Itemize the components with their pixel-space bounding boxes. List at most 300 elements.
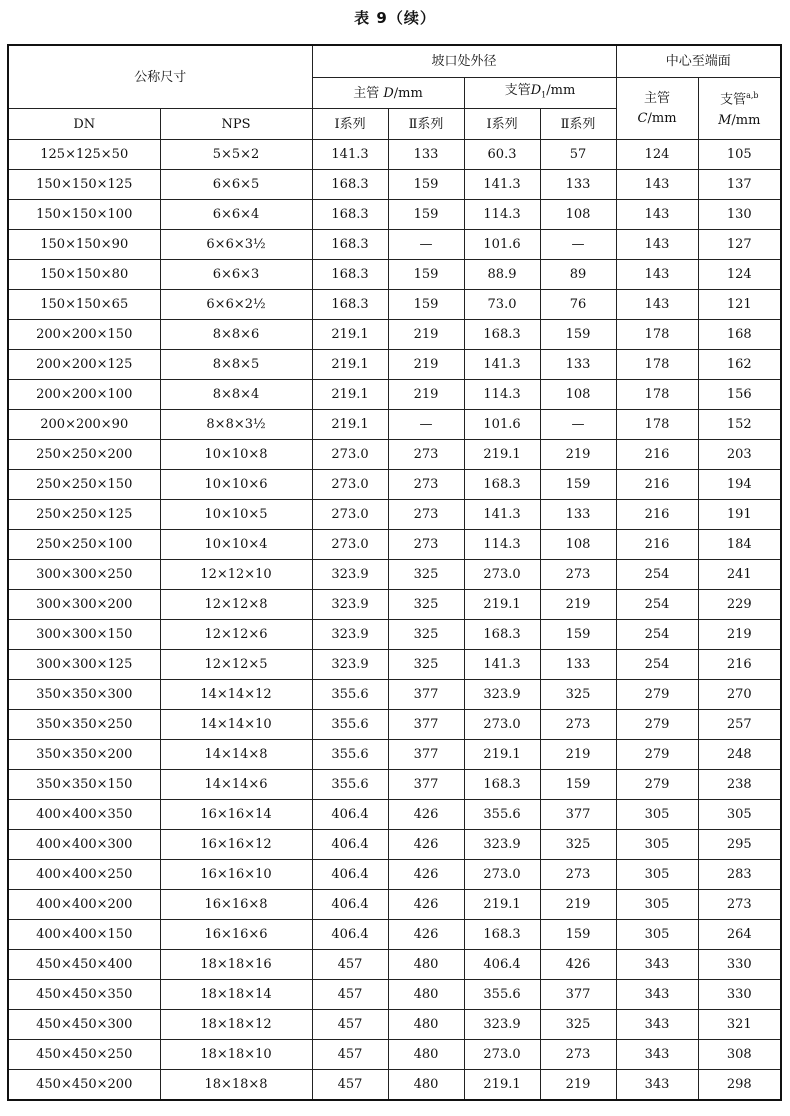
nps-cell: 8×8×6 xyxy=(160,320,312,350)
main-d-series2-cell: 377 xyxy=(388,740,464,770)
branch-m-header: 支管$^{a,b}$ M/mm xyxy=(698,78,781,140)
nps-cell: 16×16×8 xyxy=(160,890,312,920)
main-d-series2-cell: 377 xyxy=(388,680,464,710)
branch-d-series1-cell: 219.1 xyxy=(464,440,540,470)
dn-cell: 400×400×300 xyxy=(8,830,160,860)
main-d-series1-cell: 168.3 xyxy=(312,170,388,200)
branch-m-cell: 283 xyxy=(698,860,781,890)
nps-cell: 14×14×8 xyxy=(160,740,312,770)
branch-m-cell: 137 xyxy=(698,170,781,200)
main-c-cell: 216 xyxy=(616,530,698,560)
branch-d-series2-cell: 108 xyxy=(540,530,616,560)
nps-cell: 8×8×3½ xyxy=(160,410,312,440)
main-d-series1-cell: 273.0 xyxy=(312,500,388,530)
table-row xyxy=(8,920,781,950)
main-c-header: 主管 C/mm xyxy=(616,78,698,140)
branch-m-cell: 127 xyxy=(698,230,781,260)
main-d-series1-cell: 219.1 xyxy=(312,380,388,410)
branch-d-series2-cell: 325 xyxy=(540,680,616,710)
main-d-series2-cell: 426 xyxy=(388,860,464,890)
main-c-cell: 178 xyxy=(616,320,698,350)
main-d-series2-cell: 133 xyxy=(388,140,464,170)
branch-d-series1-cell: 88.9 xyxy=(464,260,540,290)
dn-cell: 350×350×150 xyxy=(8,770,160,800)
main-c-cell: 343 xyxy=(616,1070,698,1101)
dn-header: DN xyxy=(8,109,160,140)
nps-cell: 18×18×14 xyxy=(160,980,312,1010)
table-row xyxy=(8,350,781,380)
main-d-series1-cell: 168.3 xyxy=(312,290,388,320)
branch-d-series1-cell: 168.3 xyxy=(464,470,540,500)
branch-d-series2-cell: 159 xyxy=(540,920,616,950)
branch-d-series2-cell: 377 xyxy=(540,800,616,830)
table-row xyxy=(8,440,781,470)
dn-cell: 250×250×125 xyxy=(8,500,160,530)
branch-d-series1-cell: 168.3 xyxy=(464,320,540,350)
branch-d-series2-cell: 219 xyxy=(540,440,616,470)
main-c-cell: 143 xyxy=(616,290,698,320)
nps-cell: 10×10×8 xyxy=(160,440,312,470)
main-d-series1-cell: 406.4 xyxy=(312,920,388,950)
dn-cell: 150×150×90 xyxy=(8,230,160,260)
table-row xyxy=(8,770,781,800)
branch-m-cell: 270 xyxy=(698,680,781,710)
main-d-series1-cell: 168.3 xyxy=(312,260,388,290)
main-c-cell: 343 xyxy=(616,1010,698,1040)
main-d-series1-cell: 457 xyxy=(312,1070,388,1101)
table-header xyxy=(8,45,781,140)
main-c-cell: 216 xyxy=(616,440,698,470)
branch-m-cell: 241 xyxy=(698,560,781,590)
main-d-series2-cell: 325 xyxy=(388,650,464,680)
branch-d-series1-cell: 168.3 xyxy=(464,920,540,950)
branch-m-cell: 305 xyxy=(698,800,781,830)
main-c-cell: 305 xyxy=(616,920,698,950)
main-d-series1-cell: 457 xyxy=(312,950,388,980)
main-d-series1-cell: 219.1 xyxy=(312,410,388,440)
dn-cell: 450×450×200 xyxy=(8,1070,160,1101)
table-row xyxy=(8,380,781,410)
main-d-series2-cell: 426 xyxy=(388,890,464,920)
main-c-cell: 279 xyxy=(616,680,698,710)
branch-m-cell: 124 xyxy=(698,260,781,290)
dn-cell: 350×350×300 xyxy=(8,680,160,710)
main-c-cell: 143 xyxy=(616,260,698,290)
main-d-series1-cell: 457 xyxy=(312,980,388,1010)
branch-m-cell: 130 xyxy=(698,200,781,230)
nps-cell: 8×8×4 xyxy=(160,380,312,410)
table-row xyxy=(8,740,781,770)
branch-d-series2-cell: 426 xyxy=(540,950,616,980)
branch-m-cell: 308 xyxy=(698,1040,781,1070)
branch-d-series1-cell: 219.1 xyxy=(464,890,540,920)
branch-d-series1-cell: 355.6 xyxy=(464,980,540,1010)
dn-cell: 350×350×250 xyxy=(8,710,160,740)
branch-d-series1-cell: 114.3 xyxy=(464,380,540,410)
table-row xyxy=(8,890,781,920)
dn-cell: 300×300×125 xyxy=(8,650,160,680)
main-c-cell: 143 xyxy=(616,170,698,200)
table-row xyxy=(8,710,781,740)
branch-m-cell: 248 xyxy=(698,740,781,770)
main-d-series1-cell: 457 xyxy=(312,1010,388,1040)
main-d-series1-cell: 323.9 xyxy=(312,620,388,650)
main-d-series1-cell: 406.4 xyxy=(312,800,388,830)
branch-d-series1-cell: 60.3 xyxy=(464,140,540,170)
table-row xyxy=(8,140,781,170)
nps-cell: 10×10×6 xyxy=(160,470,312,500)
main-d-series1-cell: 141.3 xyxy=(312,140,388,170)
main-d-series2-cell: 219 xyxy=(388,350,464,380)
branch-d-series2-cell: 273 xyxy=(540,860,616,890)
nps-cell: 16×16×14 xyxy=(160,800,312,830)
main-c-cell: 305 xyxy=(616,890,698,920)
main-d-series1-cell: 273.0 xyxy=(312,470,388,500)
main-d-series2-cell: 480 xyxy=(388,1070,464,1101)
branch-d-series2-cell: 219 xyxy=(540,890,616,920)
main-d-series1-cell: 406.4 xyxy=(312,860,388,890)
branch-d-series1-cell: 168.3 xyxy=(464,620,540,650)
branch-d-series1-cell: 219.1 xyxy=(464,1070,540,1101)
branch-m-cell: 105 xyxy=(698,140,781,170)
main-c-cell: 305 xyxy=(616,860,698,890)
nps-cell: 8×8×5 xyxy=(160,350,312,380)
branch-m-cell: 168 xyxy=(698,320,781,350)
nps-header: NPS xyxy=(160,109,312,140)
table-row xyxy=(8,260,781,290)
dn-cell: 450×450×400 xyxy=(8,950,160,980)
branch-d-series1-cell: 141.3 xyxy=(464,650,540,680)
branch-m-cell: 156 xyxy=(698,380,781,410)
branch-d-series2-cell: 273 xyxy=(540,560,616,590)
main-d-series1-cell: 355.6 xyxy=(312,680,388,710)
main-c-cell: 343 xyxy=(616,1040,698,1070)
branch-d-series2-cell: 133 xyxy=(540,170,616,200)
main-d-series2-cell: 377 xyxy=(388,710,464,740)
nps-cell: 6×6×2½ xyxy=(160,290,312,320)
main-c-cell: 279 xyxy=(616,740,698,770)
nps-cell: 6×6×5 xyxy=(160,170,312,200)
main-d-series2-cell: 219 xyxy=(388,380,464,410)
main-c-cell: 305 xyxy=(616,830,698,860)
main-c-cell: 124 xyxy=(616,140,698,170)
main-d-series1-cell: 323.9 xyxy=(312,560,388,590)
main-d-series2-cell: 480 xyxy=(388,1040,464,1070)
main-d-series1-cell: 355.6 xyxy=(312,740,388,770)
branch-d-series2-cell: 57 xyxy=(540,140,616,170)
nps-cell: 14×14×10 xyxy=(160,710,312,740)
main-d-series2-cell: 273 xyxy=(388,440,464,470)
branch-d-series2-cell: 219 xyxy=(540,590,616,620)
main-d-series2-cell: 219 xyxy=(388,320,464,350)
branch-d-series1-cell: 219.1 xyxy=(464,590,540,620)
nps-cell: 12×12×5 xyxy=(160,650,312,680)
dn-cell: 200×200×125 xyxy=(8,350,160,380)
branch-d-series2-cell: 76 xyxy=(540,290,616,320)
table-row xyxy=(8,830,781,860)
main-d-series2-cell: 480 xyxy=(388,950,464,980)
branch-d-series1-cell: 323.9 xyxy=(464,680,540,710)
dn-cell: 250×250×100 xyxy=(8,530,160,560)
dn-cell: 150×150×80 xyxy=(8,260,160,290)
main-d-series2-cell: — xyxy=(388,410,464,440)
nominal-size-header: 公称尺寸 xyxy=(8,45,312,109)
branch-m-cell: 238 xyxy=(698,770,781,800)
branch-d-series2-cell: 159 xyxy=(540,770,616,800)
branch-d-series2-cell: 219 xyxy=(540,740,616,770)
branch-d-series1-cell: 141.3 xyxy=(464,170,540,200)
table-row xyxy=(8,800,781,830)
main-d-series2-cell: 480 xyxy=(388,980,464,1010)
table-row xyxy=(8,1010,781,1040)
main-d-series2-cell: 377 xyxy=(388,770,464,800)
main-d-series2-cell: 426 xyxy=(388,830,464,860)
branch-d-series2-cell: 159 xyxy=(540,620,616,650)
branch-d-series1-cell: 114.3 xyxy=(464,200,540,230)
main-c-cell: 254 xyxy=(616,650,698,680)
main-d-series1-cell: 355.6 xyxy=(312,770,388,800)
branch-d-series2-cell: 108 xyxy=(540,380,616,410)
dn-cell: 400×400×150 xyxy=(8,920,160,950)
branch-d-series2-cell: 133 xyxy=(540,500,616,530)
table-row xyxy=(8,290,781,320)
branch-m-cell: 219 xyxy=(698,620,781,650)
nps-cell: 10×10×5 xyxy=(160,500,312,530)
table-row xyxy=(8,590,781,620)
nps-cell: 14×14×6 xyxy=(160,770,312,800)
branch-d-series1-cell: 73.0 xyxy=(464,290,540,320)
table-row xyxy=(8,230,781,260)
main-c-cell: 178 xyxy=(616,350,698,380)
nps-cell: 18×18×10 xyxy=(160,1040,312,1070)
nps-cell: 18×18×12 xyxy=(160,1010,312,1040)
branch-m-cell: 295 xyxy=(698,830,781,860)
main-d-series1-cell: 406.4 xyxy=(312,830,388,860)
branch-d-series1-cell: 101.6 xyxy=(464,410,540,440)
table-row xyxy=(8,950,781,980)
branch-m-cell: 203 xyxy=(698,440,781,470)
main-d-series1-cell: 457 xyxy=(312,1040,388,1070)
dn-cell: 200×200×150 xyxy=(8,320,160,350)
main-c-cell: 216 xyxy=(616,500,698,530)
table-row xyxy=(8,500,781,530)
branch-m-cell: 229 xyxy=(698,590,781,620)
main-d-series2-cell: 273 xyxy=(388,530,464,560)
branch-m-cell: 191 xyxy=(698,500,781,530)
table-row xyxy=(8,170,781,200)
branch-pipe-d-header: 支管$D_1/mm$ xyxy=(464,78,616,109)
branch-d-series2-cell: — xyxy=(540,230,616,260)
branch-d-series1-cell: 323.9 xyxy=(464,830,540,860)
dn-cell: 350×350×200 xyxy=(8,740,160,770)
series1-branch-header: Ⅰ系列 xyxy=(464,109,540,140)
main-d-series2-cell: 273 xyxy=(388,500,464,530)
branch-d-series2-cell: 159 xyxy=(540,470,616,500)
branch-d-series1-cell: 273.0 xyxy=(464,560,540,590)
table-row xyxy=(8,680,781,710)
main-c-cell: 343 xyxy=(616,980,698,1010)
branch-d-series2-cell: 325 xyxy=(540,1010,616,1040)
branch-m-cell: 321 xyxy=(698,1010,781,1040)
branch-m-cell: 264 xyxy=(698,920,781,950)
main-d-series2-cell: 325 xyxy=(388,590,464,620)
main-c-cell: 143 xyxy=(616,200,698,230)
branch-m-cell: 330 xyxy=(698,980,781,1010)
nps-cell: 12×12×10 xyxy=(160,560,312,590)
branch-d-series1-cell: 114.3 xyxy=(464,530,540,560)
dn-cell: 150×150×125 xyxy=(8,170,160,200)
series2-main-header: Ⅱ系列 xyxy=(388,109,464,140)
table-row xyxy=(8,860,781,890)
table-row xyxy=(8,410,781,440)
table-row xyxy=(8,470,781,500)
nps-cell: 16×16×6 xyxy=(160,920,312,950)
branch-m-cell: 216 xyxy=(698,650,781,680)
branch-d-series1-cell: 273.0 xyxy=(464,1040,540,1070)
dn-cell: 125×125×50 xyxy=(8,140,160,170)
main-d-series1-cell: 168.3 xyxy=(312,230,388,260)
main-c-cell: 343 xyxy=(616,950,698,980)
nps-cell: 16×16×10 xyxy=(160,860,312,890)
main-c-cell: 178 xyxy=(616,380,698,410)
branch-d-series1-cell: 219.1 xyxy=(464,740,540,770)
main-c-cell: 279 xyxy=(616,770,698,800)
dn-cell: 200×200×100 xyxy=(8,380,160,410)
main-pipe-d-header: 主管 D/mm xyxy=(312,78,464,109)
table-row xyxy=(8,560,781,590)
main-d-series2-cell: 325 xyxy=(388,620,464,650)
series2-branch-header: Ⅱ系列 xyxy=(540,109,616,140)
main-d-series2-cell: 159 xyxy=(388,200,464,230)
main-d-series2-cell: 426 xyxy=(388,800,464,830)
branch-m-cell: 194 xyxy=(698,470,781,500)
table-row xyxy=(8,530,781,560)
branch-d-series1-cell: 273.0 xyxy=(464,860,540,890)
bevel-od-header: 坡口处外径 xyxy=(312,45,616,78)
branch-m-cell: 162 xyxy=(698,350,781,380)
dn-cell: 300×300×200 xyxy=(8,590,160,620)
dn-cell: 400×400×250 xyxy=(8,860,160,890)
dn-cell: 150×150×100 xyxy=(8,200,160,230)
nps-cell: 6×6×3 xyxy=(160,260,312,290)
main-d-series2-cell: — xyxy=(388,230,464,260)
main-d-series1-cell: 323.9 xyxy=(312,650,388,680)
branch-d-series2-cell: 273 xyxy=(540,1040,616,1070)
branch-m-cell: 273 xyxy=(698,890,781,920)
dn-cell: 400×400×200 xyxy=(8,890,160,920)
branch-d-series1-cell: 141.3 xyxy=(464,500,540,530)
nps-cell: 18×18×16 xyxy=(160,950,312,980)
main-d-series1-cell: 219.1 xyxy=(312,350,388,380)
center-to-end-header: 中心至端面 xyxy=(616,45,781,78)
main-d-series1-cell: 323.9 xyxy=(312,590,388,620)
main-d-series2-cell: 426 xyxy=(388,920,464,950)
dimension-table xyxy=(7,44,782,1101)
branch-m-cell: 330 xyxy=(698,950,781,980)
branch-d-series1-cell: 355.6 xyxy=(464,800,540,830)
main-d-series2-cell: 273 xyxy=(388,470,464,500)
main-c-cell: 178 xyxy=(616,410,698,440)
nps-cell: 16×16×12 xyxy=(160,830,312,860)
branch-d-series1-cell: 168.3 xyxy=(464,770,540,800)
branch-d-series2-cell: 159 xyxy=(540,320,616,350)
main-c-cell: 254 xyxy=(616,620,698,650)
dn-cell: 400×400×350 xyxy=(8,800,160,830)
main-d-series2-cell: 325 xyxy=(388,560,464,590)
dn-cell: 200×200×90 xyxy=(8,410,160,440)
table-body xyxy=(8,140,781,1101)
branch-d-series2-cell: 133 xyxy=(540,650,616,680)
branch-m-cell: 152 xyxy=(698,410,781,440)
branch-m-cell: 184 xyxy=(698,530,781,560)
main-c-cell: 305 xyxy=(616,800,698,830)
branch-d-series1-cell: 101.6 xyxy=(464,230,540,260)
table-row xyxy=(8,1040,781,1070)
table-row xyxy=(8,650,781,680)
branch-m-cell: 257 xyxy=(698,710,781,740)
branch-d-series1-cell: 323.9 xyxy=(464,1010,540,1040)
branch-d-series2-cell: 377 xyxy=(540,980,616,1010)
main-d-series1-cell: 406.4 xyxy=(312,890,388,920)
branch-d-series2-cell: 89 xyxy=(540,260,616,290)
nps-cell: 5×5×2 xyxy=(160,140,312,170)
branch-d-series2-cell: 219 xyxy=(540,1070,616,1101)
dn-cell: 250×250×150 xyxy=(8,470,160,500)
table-row xyxy=(8,980,781,1010)
main-d-series2-cell: 159 xyxy=(388,170,464,200)
main-d-series1-cell: 168.3 xyxy=(312,200,388,230)
nps-cell: 6×6×4 xyxy=(160,200,312,230)
main-c-cell: 216 xyxy=(616,470,698,500)
dn-cell: 300×300×250 xyxy=(8,560,160,590)
table-row xyxy=(8,1070,781,1101)
nps-cell: 10×10×4 xyxy=(160,530,312,560)
dn-cell: 450×450×300 xyxy=(8,1010,160,1040)
branch-d-series1-cell: 141.3 xyxy=(464,350,540,380)
table-caption: 表 9（续） xyxy=(354,9,436,27)
main-d-series1-cell: 355.6 xyxy=(312,710,388,740)
branch-d-series1-cell: 273.0 xyxy=(464,710,540,740)
branch-m-cell: 121 xyxy=(698,290,781,320)
branch-d-series2-cell: 133 xyxy=(540,350,616,380)
dn-cell: 450×450×350 xyxy=(8,980,160,1010)
dn-cell: 300×300×150 xyxy=(8,620,160,650)
nps-cell: 6×6×3½ xyxy=(160,230,312,260)
main-d-series1-cell: 273.0 xyxy=(312,530,388,560)
table-row xyxy=(8,320,781,350)
branch-d-series2-cell: 325 xyxy=(540,830,616,860)
main-d-series2-cell: 159 xyxy=(388,290,464,320)
main-d-series1-cell: 219.1 xyxy=(312,320,388,350)
branch-d-series1-cell: 406.4 xyxy=(464,950,540,980)
dn-cell: 150×150×65 xyxy=(8,290,160,320)
branch-m-cell: 298 xyxy=(698,1070,781,1101)
nps-cell: 18×18×8 xyxy=(160,1070,312,1101)
table-row xyxy=(8,620,781,650)
branch-d-series2-cell: 108 xyxy=(540,200,616,230)
nps-cell: 12×12×6 xyxy=(160,620,312,650)
table-row xyxy=(8,200,781,230)
main-c-cell: 143 xyxy=(616,230,698,260)
series1-main-header: Ⅰ系列 xyxy=(312,109,388,140)
main-d-series2-cell: 159 xyxy=(388,260,464,290)
main-c-cell: 279 xyxy=(616,710,698,740)
main-c-cell: 254 xyxy=(616,560,698,590)
dn-cell: 250×250×200 xyxy=(8,440,160,470)
branch-d-series2-cell: 273 xyxy=(540,710,616,740)
nps-cell: 12×12×8 xyxy=(160,590,312,620)
main-d-series2-cell: 480 xyxy=(388,1010,464,1040)
